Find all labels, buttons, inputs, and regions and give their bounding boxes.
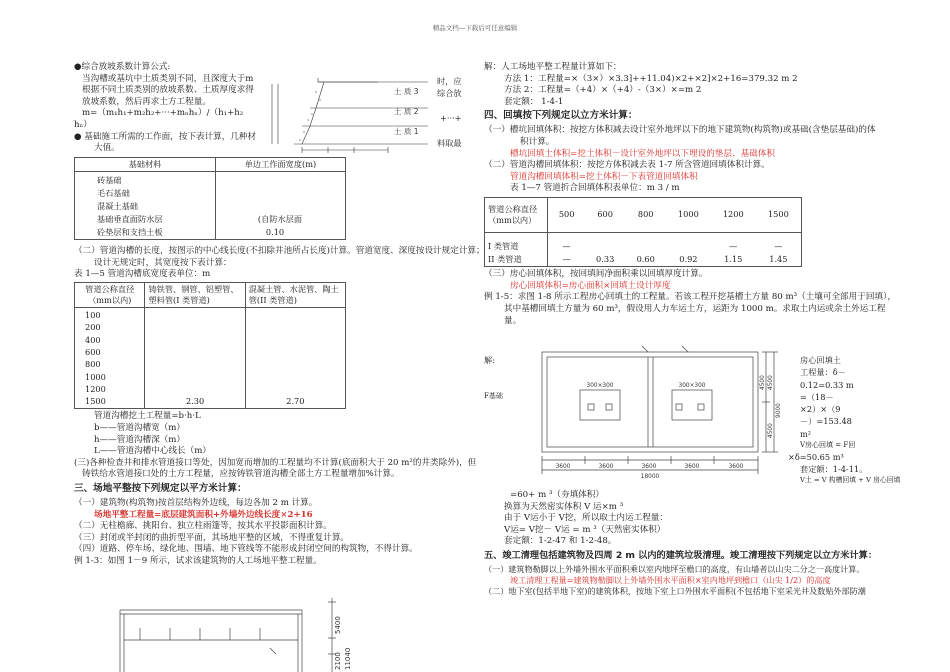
text-line: L——管道沟槽中心线长（m） <box>94 446 211 457</box>
dimension-label: 3600 <box>728 464 744 470</box>
table-cell <box>625 233 666 254</box>
text-line: 其中基槽回填土方量为 60 m³，假设用人力车运土方，运距为 1000 m。求取土内运或余土外运工程 <box>504 303 886 314</box>
room-backfill-formula: 房心回填体积=房心面积×回填土设计厚度 <box>510 280 671 291</box>
text-line: 套定额：1-2-47 和 1-2-48。 <box>504 536 617 547</box>
section4-title: 四、回填按下列规定以立方米计算： <box>484 110 638 122</box>
text-line: =60+ m ³（夯填体积） <box>510 490 604 500</box>
table-cell: 毛石基础 <box>75 187 216 200</box>
list-item: 400 <box>85 334 101 345</box>
text-line: （四）道路、停车场、绿化地、围墙、地下管线等不能形成封闭空间的构筑物，不得计算。 <box>74 544 418 555</box>
table-cell: 砼垫层和支挡土板 <box>75 226 216 240</box>
dimension-label: 3600 <box>598 464 614 470</box>
table-row-label: I 类管道 <box>485 233 548 254</box>
table-header: 单边工作面宽度(m) <box>215 157 345 171</box>
dimension-label: 4500 <box>760 375 766 390</box>
bullet1-title: ●综合放坡系数计算公式: <box>74 62 171 72</box>
column-label: 300×300 <box>678 383 706 389</box>
table-cell: 1.15 <box>711 253 756 267</box>
text-line: b——管道沟槽宽（m） <box>94 423 185 433</box>
table-row-label: II 类管道 <box>485 253 548 267</box>
calc-line: V土 = V 构槽回填 + V 房心回填 <box>800 476 901 485</box>
calc-line: 工程量：δ－ <box>800 367 846 378</box>
table-cell: — <box>756 233 802 254</box>
dimension-label: 11040 <box>344 647 352 670</box>
side-text: +···+ <box>440 113 462 123</box>
table-header: 500 <box>548 197 585 232</box>
text-line: 管道沟槽挖土工程量=b·h·L <box>94 411 201 422</box>
text-line: (三)各种检查井和排水管道接口等处，因加宽而增加的工程量均不计算(底面积大于 20 m²的井类除外)，但 <box>74 457 477 468</box>
table-header: 800 <box>625 197 666 232</box>
work-surface-table <box>74 157 346 240</box>
dimension-label: 9000 <box>776 403 782 418</box>
text-line: 套定额： 1-4-1 <box>504 96 564 107</box>
table-cell: — <box>562 241 571 251</box>
text-line: 表 1—5 管道沟槽底宽度表单位：m <box>74 269 211 280</box>
bullet1-line: 根据不同土质类别的放坡系数、土质厚度求得 <box>82 85 254 96</box>
text-line: （二）管道沟槽的长度，按图示的中心线长度(不扣除井池所占长度)计算。管道宽度、深度按设计规定计算； <box>74 246 485 257</box>
text-line: 例 1-3：如图 1－9 所示，试求该建筑物的人工场地平整工程量。 <box>74 555 322 566</box>
side-text: 料取最 <box>437 138 462 148</box>
list-item: 200 <box>85 322 101 333</box>
table-cell <box>666 233 711 254</box>
text-line: （一）槽坑回填体积：按挖方体积减去设计室外地坪以下的地下建筑物(构筑物)或基础(含垫层基础)的体 <box>484 125 876 136</box>
table-header: 铸铁管、钢管、铝塑管、塑料管(I 类管道) <box>145 282 245 307</box>
bullet1-line: 当沟槽或基坑中土质类别不同，且深度大于m <box>82 73 254 84</box>
table-cell: 0.92 <box>666 253 711 267</box>
table-cell: 2.30 <box>145 308 245 409</box>
text-line: （三）房心回填体积，按回填间净面积乘以回填厚度计算。 <box>484 269 708 280</box>
table-header: 1500 <box>756 197 802 232</box>
table-cell: 0.10 <box>215 226 345 240</box>
calc-line: 房心回填土 <box>800 355 841 365</box>
table-header: 1200 <box>711 197 756 232</box>
table-cell: 0.60 <box>625 253 666 267</box>
calc-line: m² <box>800 428 812 439</box>
calc-line: V房心回填 = F回 <box>800 441 856 450</box>
bullet1-line: m=（m₁h₁+m₂h₂+···+mₙhₙ）/（h₁+h₂ <box>82 108 244 119</box>
side-text: 时，应 <box>437 76 462 86</box>
table-cell: 0.33 <box>585 253 626 267</box>
table-cell: (自防水层面 <box>215 213 345 226</box>
text-line: （二）无柱檐廊、挑阳台、独立柱雨篷等，按其水平投影面积计算。 <box>74 521 332 532</box>
list-item: 1000 <box>85 371 106 382</box>
side-text: 综合放 <box>437 88 462 98</box>
table-header: 基础材料 <box>75 157 216 171</box>
dimension-label: 3600 <box>555 464 571 470</box>
text-line: 解：人工场地平整工程量计算如下： <box>484 62 622 72</box>
text-line: 积计算。 <box>520 136 555 147</box>
table-cell: 2.70 <box>245 308 345 409</box>
floor-plan-drawing <box>522 342 782 482</box>
foundation-label: F基础 <box>484 392 503 400</box>
dimension-label: 4500 <box>768 375 774 390</box>
site-plan-drawing <box>110 588 450 672</box>
backfill-volume-table <box>484 197 802 267</box>
trench-formula <box>74 411 474 457</box>
slope-diagram <box>258 70 438 160</box>
bullet1-line: hₙ） <box>74 119 92 130</box>
text-line: 铸铁给水管道接口处的土方工程量，应按铸铁管道沟槽全部土方工程量增加%计算。 <box>82 469 400 480</box>
table-cell: 砖基础 <box>75 171 216 187</box>
table-header: 600 <box>585 197 626 232</box>
text-line: 量。 <box>504 315 522 326</box>
calc-line: ×δ=50.65 m³ <box>788 451 844 462</box>
solution-label: 解: <box>484 355 495 365</box>
site-leveling-formula: 场地平整工程量=底层建筑面积+外墙外边线长度×2+16 <box>94 509 313 520</box>
bullet2-line: 大值。 <box>94 143 120 154</box>
text-line: 方法 2：工程量=（+4）×（+4）-（3×）×=m 2 <box>504 85 702 96</box>
calc-line: 0.12=0.33 m <box>800 379 854 390</box>
calc-line: =（18－ <box>800 391 834 402</box>
bullet2-line: ● 基础施工所需的工作面，按下表计算，几种材 <box>74 131 257 142</box>
text-line: （二）管道沟槽回填体积：按挖方体积减去表 1-7 所含管道回填体积计算。 <box>484 160 770 171</box>
table-cell <box>215 200 345 213</box>
table-cell <box>215 171 345 187</box>
diameter-column <box>75 308 145 409</box>
text-line: 方法 1：工程量=×（3×）×3.3]++11.04)×2+×2]×2+16=379.32 m 2 <box>504 73 798 84</box>
dimension-label: 2100 <box>334 652 342 670</box>
list-item: 600 <box>85 346 101 357</box>
calc-line: 套定额：1-4-11。 <box>800 463 868 474</box>
list-item: 1500 <box>85 396 106 407</box>
right-column <box>484 62 896 327</box>
trench-backfill-formula: 管道沟槽回填体积=挖土体积－下表管道回填体积 <box>510 171 698 182</box>
table-cell: 基础垂直面防水层 <box>75 213 216 226</box>
completion-cleanup-formula: 竣工清理工程量=建筑物勒脚以上外墙外围水平面积×室内地坪到檐口（山尖 1/2）的高度 <box>510 575 831 586</box>
table-header: 1000 <box>666 197 711 232</box>
soil-label: 土 质 1 <box>394 127 419 136</box>
right-bottom <box>484 490 904 597</box>
text-line: 设计无规定时，其宽度按下表计算： <box>94 257 232 268</box>
text-line: 表 1—7 管道折合回填体积表单位：m 3 / m <box>510 183 680 194</box>
text-line: （一）建筑物(构筑物)按首层结构外边线，每边各加 2 m 计算。 <box>74 497 318 508</box>
dimension-label: 3600 <box>684 464 700 470</box>
text-line: 例 1-5：求图 1-8 所示工程房心回填土的工程量。若该工程开挖基槽土方量 80 m³（土壤可全部用于回填）， <box>484 292 896 303</box>
trench-width-table <box>74 282 346 410</box>
section3-title: 三、场地平整按下列规定以平方米计算： <box>74 482 247 494</box>
text-line: 由于 V运小于 V挖，所以取土内运工程量： <box>504 513 668 524</box>
pit-backfill-formula: 槽坑回填土体积=挖土体积－设计室外地坪以下埋设的垫层、基础体积 <box>510 148 776 159</box>
soil-label: 土 质 3 <box>394 87 419 96</box>
dimension-label: 4500 <box>768 423 774 438</box>
dimension-label: 3600 <box>641 464 657 470</box>
table-cell: 1.45 <box>756 253 802 267</box>
list-item: 100 <box>85 310 101 321</box>
column-label: 300×300 <box>586 383 614 389</box>
text-line: （二）地下室(包括半地下室)的建筑体积，按地下室上口外围水平面积(不包括地下室采光井及数贴外部防潮 <box>484 586 866 597</box>
table-header: 混凝土管、水泥管、陶土管(II 类管道) <box>245 282 345 307</box>
text-line: （三）封闭或半封闭的曲折型平面，其场地平整的区域，不得重复计算。 <box>74 532 350 543</box>
table-cell: — <box>729 241 738 251</box>
table-cell <box>585 233 626 254</box>
calc-line: ×2）×（9 <box>800 404 841 415</box>
table-header: 管道公称直径（mm以内) <box>75 282 145 307</box>
table-header: 管道公称直径（mm以内） <box>485 197 548 232</box>
text-line: V运= V挖－ V运 = m ³（天然密实体积） <box>504 524 666 535</box>
text-line: h——管道沟槽深（m） <box>94 434 186 445</box>
bullet1-line: 放坡系数，然后再求土方工程量。 <box>82 96 211 107</box>
text-line: （一）建筑物勒脚以上外墙外围水平面积乘以室内地坪至檐口的高度，有山墙者以山尖二分之一高度计算。 <box>484 564 865 575</box>
dimension-label: 18000 <box>640 474 660 480</box>
room-backfill-calculation <box>788 354 900 485</box>
dimension-label: 5400 <box>334 616 342 634</box>
list-item: 800 <box>85 359 101 370</box>
list-item: 1200 <box>85 383 106 394</box>
soil-label: 土 质 2 <box>394 107 419 116</box>
table-cell: 混凝土基础 <box>75 200 216 213</box>
pipe-trench-paragraph <box>74 246 485 281</box>
table-cell: — <box>548 253 585 267</box>
section5-title: 五、竣工清理包括建筑物及四周 2 m 以内的建筑垃圾清理。竣工清理按下列规定以立方米计算： <box>484 549 878 561</box>
table-cell <box>215 187 345 200</box>
page-header: 精品文档---下载后可任意编辑 <box>432 24 518 32</box>
calc-line: －）=153.48 <box>800 416 852 427</box>
text-line: 换算为天然密实体积 V 运×m ³ <box>504 501 624 512</box>
